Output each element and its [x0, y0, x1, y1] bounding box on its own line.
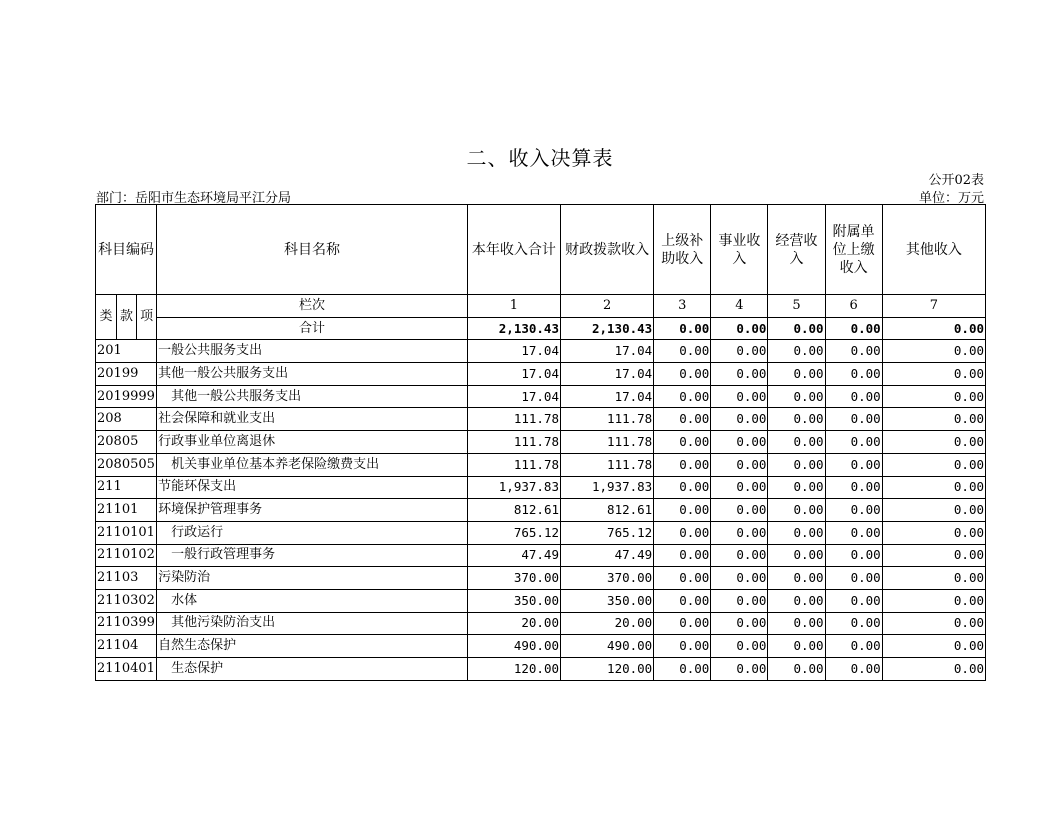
row-value-3: 0.00	[654, 658, 711, 681]
row-value-6: 0.00	[825, 431, 882, 454]
col-number-1: 1	[467, 295, 560, 318]
row-value-1: 111.78	[467, 408, 560, 431]
row-value-5: 0.00	[768, 589, 825, 612]
row-value-7: 0.00	[882, 589, 985, 612]
row-value-5: 0.00	[768, 635, 825, 658]
row-value-3: 0.00	[654, 612, 711, 635]
row-value-2: 1,937.83	[561, 476, 654, 499]
row-value-7: 0.00	[882, 658, 985, 681]
row-value-1: 20.00	[467, 612, 560, 635]
row-code: 201	[96, 340, 157, 363]
header-name: 科目名称	[157, 205, 468, 295]
total-value-7: 0.00	[882, 317, 985, 340]
row-value-4: 0.00	[711, 612, 768, 635]
col-number-5: 5	[768, 295, 825, 318]
row-value-1: 47.49	[467, 544, 560, 567]
col-number-3: 3	[654, 295, 711, 318]
row-value-2: 111.78	[561, 453, 654, 476]
row-code: 211	[96, 476, 157, 499]
row-name: 其他污染防治支出	[157, 612, 468, 635]
header-lanci: 栏次	[157, 295, 468, 318]
total-value-4: 0.00	[711, 317, 768, 340]
row-name: 环境保护管理事务	[157, 499, 468, 522]
row-code: 2110101	[96, 521, 157, 544]
row-value-1: 1,937.83	[467, 476, 560, 499]
table-row	[96, 408, 986, 431]
row-value-7: 0.00	[882, 476, 985, 499]
row-value-7: 0.00	[882, 431, 985, 454]
row-value-6: 0.00	[825, 612, 882, 635]
row-name: 生态保护	[157, 658, 468, 681]
total-label: 合计	[157, 317, 468, 340]
row-code: 20805	[96, 431, 157, 454]
row-value-5: 0.00	[768, 476, 825, 499]
row-value-5: 0.00	[768, 521, 825, 544]
row-value-4: 0.00	[711, 476, 768, 499]
row-value-1: 370.00	[467, 567, 560, 590]
page-title: 二、收入决算表	[466, 146, 614, 170]
row-value-2: 17.04	[561, 340, 654, 363]
header-other: 其他收入	[882, 205, 985, 295]
row-value-4: 0.00	[711, 453, 768, 476]
row-value-3: 0.00	[654, 476, 711, 499]
form-number: 公开02表	[928, 173, 984, 188]
row-value-2: 490.00	[561, 635, 654, 658]
row-code: 208	[96, 408, 157, 431]
row-value-2: 370.00	[561, 567, 654, 590]
row-code: 2110102	[96, 544, 157, 567]
row-name: 污染防治	[157, 567, 468, 590]
row-value-1: 17.04	[467, 385, 560, 408]
row-name: 自然生态保护	[157, 635, 468, 658]
row-value-4: 0.00	[711, 340, 768, 363]
header-business: 事业收入	[711, 205, 768, 295]
row-value-1: 111.78	[467, 453, 560, 476]
row-name: 其他一般公共服务支出	[157, 385, 468, 408]
row-value-2: 17.04	[561, 385, 654, 408]
row-value-7: 0.00	[882, 385, 985, 408]
row-value-6: 0.00	[825, 363, 882, 386]
row-value-6: 0.00	[825, 340, 882, 363]
row-value-3: 0.00	[654, 589, 711, 612]
row-value-7: 0.00	[882, 408, 985, 431]
col-number-7: 7	[882, 295, 985, 318]
row-value-3: 0.00	[654, 521, 711, 544]
row-value-5: 0.00	[768, 385, 825, 408]
header-affiliated: 附属单位上缴收入	[825, 205, 882, 295]
row-value-4: 0.00	[711, 499, 768, 522]
table-row	[96, 658, 986, 681]
row-value-7: 0.00	[882, 635, 985, 658]
table-row	[96, 544, 986, 567]
row-value-5: 0.00	[768, 499, 825, 522]
total-value-2: 2,130.43	[561, 317, 654, 340]
row-name: 行政运行	[157, 521, 468, 544]
row-value-3: 0.00	[654, 635, 711, 658]
row-value-7: 0.00	[882, 567, 985, 590]
row-name: 水体	[157, 589, 468, 612]
row-value-2: 111.78	[561, 408, 654, 431]
row-code: 21103	[96, 567, 157, 590]
row-value-4: 0.00	[711, 589, 768, 612]
table-row	[96, 453, 986, 476]
row-value-3: 0.00	[654, 340, 711, 363]
total-row	[96, 317, 986, 340]
row-value-7: 0.00	[882, 499, 985, 522]
row-value-1: 17.04	[467, 340, 560, 363]
total-value-3: 0.00	[654, 317, 711, 340]
row-value-5: 0.00	[768, 408, 825, 431]
row-value-3: 0.00	[654, 499, 711, 522]
row-value-2: 17.04	[561, 363, 654, 386]
row-name: 行政事业单位离退休	[157, 431, 468, 454]
row-value-4: 0.00	[711, 544, 768, 567]
row-value-2: 350.00	[561, 589, 654, 612]
row-value-2: 120.00	[561, 658, 654, 681]
row-code: 2110302	[96, 589, 157, 612]
row-value-6: 0.00	[825, 408, 882, 431]
header-fiscal: 财政拨款收入	[561, 205, 654, 295]
row-value-1: 765.12	[467, 521, 560, 544]
row-value-7: 0.00	[882, 363, 985, 386]
row-name: 其他一般公共服务支出	[157, 363, 468, 386]
row-value-4: 0.00	[711, 385, 768, 408]
row-code: 2080505	[96, 453, 157, 476]
row-value-3: 0.00	[654, 567, 711, 590]
total-value-1: 2,130.43	[467, 317, 560, 340]
row-value-5: 0.00	[768, 453, 825, 476]
row-value-6: 0.00	[825, 476, 882, 499]
table-row	[96, 612, 986, 635]
header-operating: 经营收入	[768, 205, 825, 295]
table-row	[96, 431, 986, 454]
row-value-1: 812.61	[467, 499, 560, 522]
header-xiang: 项	[137, 295, 157, 340]
row-name: 一般公共服务支出	[157, 340, 468, 363]
row-value-5: 0.00	[768, 363, 825, 386]
row-value-1: 17.04	[467, 363, 560, 386]
table-row	[96, 521, 986, 544]
row-value-7: 0.00	[882, 340, 985, 363]
row-value-3: 0.00	[654, 408, 711, 431]
row-value-4: 0.00	[711, 363, 768, 386]
income-table	[95, 204, 986, 681]
row-value-5: 0.00	[768, 658, 825, 681]
row-code: 20199	[96, 363, 157, 386]
total-value-6: 0.00	[825, 317, 882, 340]
table-row	[96, 476, 986, 499]
row-value-4: 0.00	[711, 658, 768, 681]
row-code: 2110401	[96, 658, 157, 681]
row-value-1: 490.00	[467, 635, 560, 658]
row-value-4: 0.00	[711, 521, 768, 544]
row-value-3: 0.00	[654, 385, 711, 408]
table-row	[96, 385, 986, 408]
header-total: 本年收入合计	[467, 205, 560, 295]
column-number-row	[96, 295, 986, 318]
department-label: 部门：岳阳市生态环境局平江分局	[96, 191, 292, 206]
row-value-6: 0.00	[825, 453, 882, 476]
total-value-5: 0.00	[768, 317, 825, 340]
row-value-6: 0.00	[825, 589, 882, 612]
row-value-7: 0.00	[882, 612, 985, 635]
row-value-3: 0.00	[654, 453, 711, 476]
row-name: 节能环保支出	[157, 476, 468, 499]
header-code: 科目编码	[96, 205, 157, 295]
row-code: 2019999	[96, 385, 157, 408]
unit-label: 单位：万元	[918, 191, 984, 206]
row-name: 机关事业单位基本养老保险缴费支出	[157, 453, 468, 476]
table-row	[96, 635, 986, 658]
row-code: 2110399	[96, 612, 157, 635]
col-number-6: 6	[825, 295, 882, 318]
row-value-7: 0.00	[882, 521, 985, 544]
row-value-3: 0.00	[654, 363, 711, 386]
row-value-5: 0.00	[768, 340, 825, 363]
row-value-2: 20.00	[561, 612, 654, 635]
row-value-5: 0.00	[768, 431, 825, 454]
row-value-6: 0.00	[825, 521, 882, 544]
row-value-1: 111.78	[467, 431, 560, 454]
table-row	[96, 567, 986, 590]
header-row	[96, 205, 986, 295]
row-value-6: 0.00	[825, 658, 882, 681]
row-value-2: 765.12	[561, 521, 654, 544]
row-code: 21104	[96, 635, 157, 658]
row-value-5: 0.00	[768, 567, 825, 590]
row-value-1: 350.00	[467, 589, 560, 612]
header-superior: 上级补助收入	[654, 205, 711, 295]
row-value-4: 0.00	[711, 567, 768, 590]
table-row	[96, 589, 986, 612]
row-value-6: 0.00	[825, 567, 882, 590]
row-value-6: 0.00	[825, 499, 882, 522]
row-code: 21101	[96, 499, 157, 522]
col-number-2: 2	[561, 295, 654, 318]
row-value-6: 0.00	[825, 385, 882, 408]
row-name: 一般行政管理事务	[157, 544, 468, 567]
row-value-2: 812.61	[561, 499, 654, 522]
row-value-3: 0.00	[654, 431, 711, 454]
header-kuan: 款	[117, 295, 137, 340]
table-row	[96, 340, 986, 363]
row-value-4: 0.00	[711, 635, 768, 658]
row-value-2: 47.49	[561, 544, 654, 567]
row-value-6: 0.00	[825, 544, 882, 567]
row-value-2: 111.78	[561, 431, 654, 454]
col-number-4: 4	[711, 295, 768, 318]
table-row	[96, 363, 986, 386]
row-value-5: 0.00	[768, 544, 825, 567]
row-value-3: 0.00	[654, 544, 711, 567]
row-value-1: 120.00	[467, 658, 560, 681]
row-value-4: 0.00	[711, 431, 768, 454]
row-value-7: 0.00	[882, 453, 985, 476]
row-value-4: 0.00	[711, 408, 768, 431]
header-lei: 类	[96, 295, 117, 340]
row-value-5: 0.00	[768, 612, 825, 635]
row-value-6: 0.00	[825, 635, 882, 658]
row-value-7: 0.00	[882, 544, 985, 567]
row-name: 社会保障和就业支出	[157, 408, 468, 431]
table-row	[96, 499, 986, 522]
